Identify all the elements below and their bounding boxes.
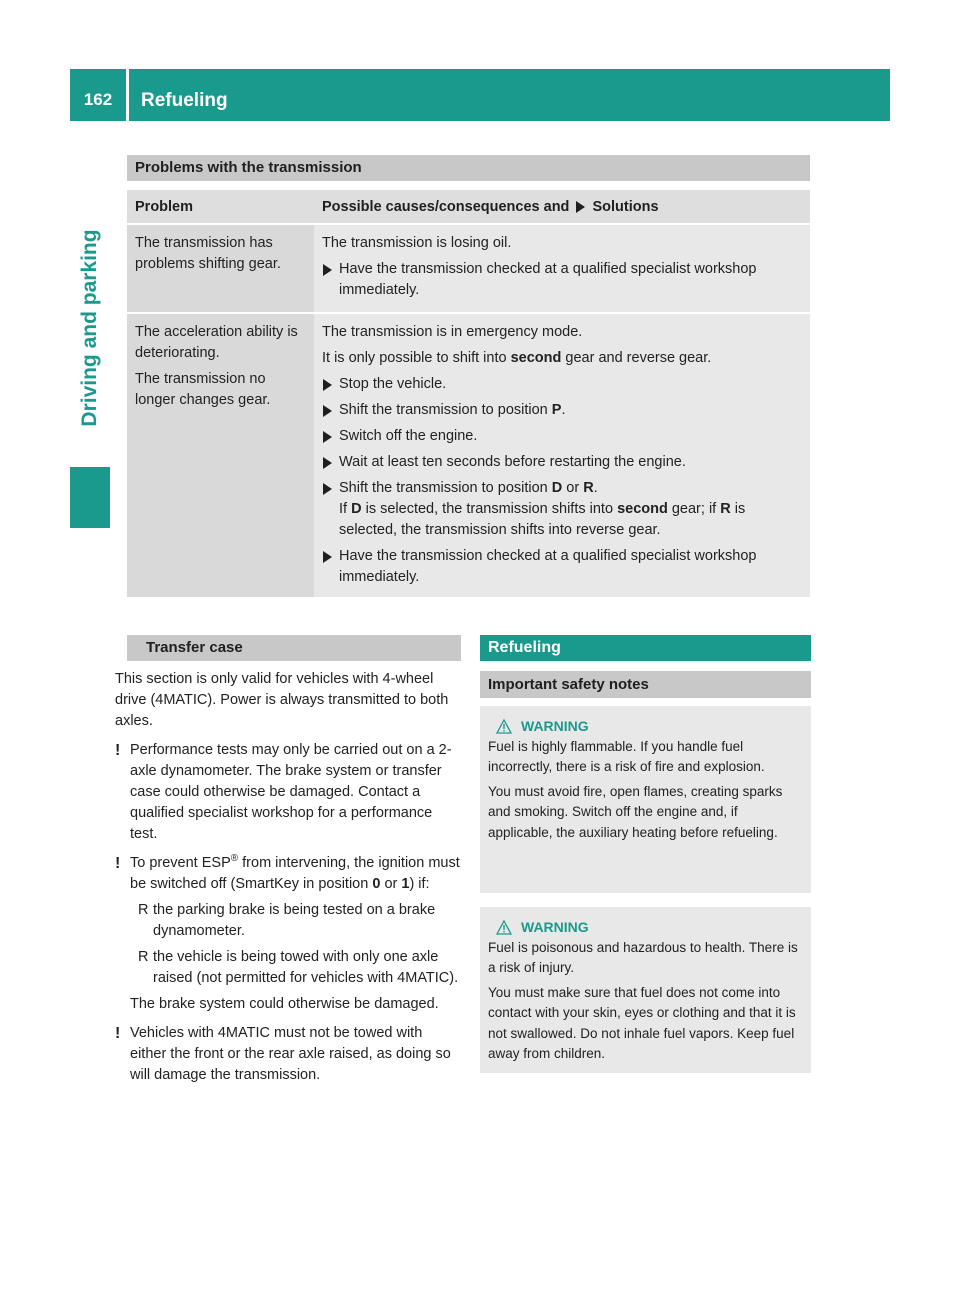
problem-cell: The acceleration ability is deteriorating. The transmission no longer changes gear. bbox=[127, 314, 314, 597]
header-divider bbox=[126, 69, 129, 121]
bullet-icon: R bbox=[138, 902, 149, 918]
page-number: 162 bbox=[83, 90, 113, 109]
solution-step: Have the transmission checked at a qualified specialist workshop immediately. bbox=[322, 259, 802, 301]
column-header-solutions: Possible causes/consequences and Solutions bbox=[314, 190, 810, 223]
arrow-icon bbox=[323, 405, 332, 417]
arrow-icon bbox=[323, 379, 332, 391]
exclamation-icon: ! bbox=[115, 855, 121, 872]
warning-box: WARNING Fuel is highly flammable. If you handle fuel incorrectly, there is a risk of fire and explosion. You must avoid fire, open flames, creating sparks and smoking. Switch off the engine and, if applicable, the auxiliary heating before refueling. bbox=[480, 706, 811, 893]
transmission-section-title: Problems with the transmission bbox=[127, 155, 810, 181]
solution-step: Shift the transmission to position D or R. If D is selected, the transmission shifts into second gear; if R is selected, the transmission shifts into reverse gear. bbox=[322, 478, 802, 541]
page-title: Refueling bbox=[141, 90, 228, 111]
refueling-title: Refueling bbox=[480, 635, 811, 661]
warning-triangle-icon bbox=[496, 719, 512, 734]
arrow-icon bbox=[323, 483, 332, 495]
list-item: R the vehicle is being towed with only one axle raised (not permitted for vehicles with 4MATIC). bbox=[138, 949, 459, 986]
notice-block: ! Vehicles with 4MATIC must not be towed with either the front or the rear axle raised, as doing so will damage the transmission. bbox=[115, 1025, 451, 1083]
exclamation-icon: ! bbox=[115, 1025, 121, 1042]
arrow-icon bbox=[323, 457, 332, 469]
transfer-case-intro: This section is only valid for vehicles with 4-wheel drive (4MATIC). Power is always transmitted to both axles. bbox=[115, 671, 449, 729]
solution-step: Stop the vehicle. bbox=[322, 374, 802, 395]
problem-cell: The transmission has problems shifting gear. bbox=[127, 225, 314, 312]
solution-cell: The transmission is in emergency mode. It is only possible to shift into second gear and reverse gear. Stop the vehicle. Shift the transmission to position P. Switch off the engine. Wait at least ten seconds before restarting the engine. Shift the transmission to position D or R. If D is selected, the transmission shifts into second gear; if R is selected, the transmission shifts into reverse gear. Have the transmission checked at a qualified specialist workshop immediately. bbox=[314, 314, 810, 597]
transfer-case-section bbox=[115, 635, 461, 1086]
safety-notes-title: Important safety notes bbox=[480, 671, 811, 698]
bullet-icon: R bbox=[138, 949, 149, 965]
refueling-section bbox=[480, 635, 811, 1073]
table-row bbox=[127, 225, 810, 312]
arrow-icon bbox=[323, 264, 332, 276]
warning-heading: WARNING bbox=[488, 917, 803, 938]
notice-block: ! Performance tests may only be carried out on a 2-axle dynamometer. The brake system or transfer case could otherwise be damaged. Contact a qualified specialist workshop for a performance test. bbox=[115, 742, 452, 842]
notice-block: ! To prevent ESP® from intervening, the ignition must be switched off (SmartKey in position 0 or 1) if: R the parking brake is being tested on a brake dynamometer. R the vehicle is being towed with only one axle raised (not permitted for vehicles with 4MATIC). The brake system could otherwise be damaged. bbox=[115, 853, 460, 1012]
warning-heading: WARNING bbox=[488, 716, 803, 737]
arrow-icon bbox=[323, 551, 332, 563]
solution-step: Wait at least ten seconds before restarting the engine. bbox=[322, 452, 802, 473]
arrow-icon bbox=[576, 201, 585, 213]
solution-cell: The transmission is losing oil. Have the transmission checked at a qualified specialist workshop immediately. bbox=[314, 225, 810, 312]
warning-box: WARNING Fuel is poisonous and hazardous to health. There is a risk of injury. You must make sure that fuel does not come into contact with your skin, eyes or clothing and that it is not swallowed. Do not inhale fuel vapors. Keep fuel away from children. bbox=[480, 907, 811, 1073]
warning-triangle-icon bbox=[496, 920, 512, 935]
table-header bbox=[127, 190, 810, 223]
side-chapter-label: Driving and parking bbox=[78, 229, 101, 427]
transfer-case-title: Transfer case bbox=[127, 635, 461, 661]
arrow-icon bbox=[323, 431, 332, 443]
exclamation-icon: ! bbox=[115, 742, 121, 759]
table-row bbox=[127, 314, 810, 597]
solution-step: Shift the transmission to position P. bbox=[322, 400, 802, 421]
list-item: R the parking brake is being tested on a brake dynamometer. bbox=[138, 902, 436, 939]
side-chapter-marker bbox=[70, 467, 110, 528]
transmission-table bbox=[127, 190, 810, 597]
solution-step: Have the transmission checked at a qualified specialist workshop immediately. bbox=[322, 546, 802, 588]
solution-step: Switch off the engine. bbox=[322, 426, 802, 447]
column-header-problem: Problem bbox=[127, 190, 314, 223]
